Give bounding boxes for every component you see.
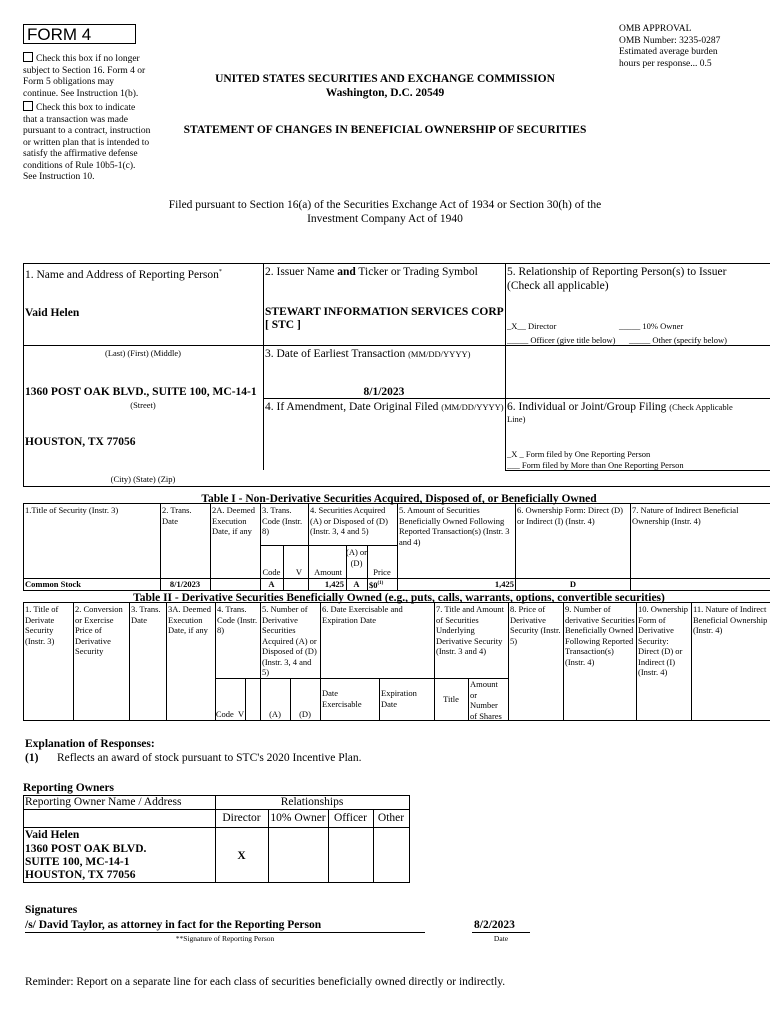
box3-label-fmt: (MM/DD/YYYY) (408, 349, 471, 359)
omb-burden: Estimated average burden (619, 47, 718, 57)
t1-header-acquired: 4. Securities Acquired (A) or Disposed of (D) (Instr. 3, 4 and 5) (310, 505, 388, 536)
box6-label (507, 401, 770, 415)
box1-label-text: 1. Name and Address of Reporting Person (25, 268, 219, 281)
box6-label-text: 6. Individual or Joint/Group Filing (507, 401, 667, 413)
t2-header-underlying: 7. Title and Amount of Securities Underlying Derivative Security (Instr. 3 and 4) (436, 604, 505, 656)
relationship-other[interactable]: _____ Other (specify below) (629, 335, 727, 345)
omb-number: OMB Number: 3235-0287 (619, 35, 721, 46)
issuer-ticker: [ STC ] (265, 319, 301, 331)
owners-col-other: Other (377, 812, 405, 824)
relationship-10pct-owner[interactable]: _____ 10% Owner (619, 321, 684, 331)
t2-sub-d: (D) (299, 709, 311, 719)
t1-row-price-value: $0 (369, 579, 378, 590)
owners-col-officer: Officer (334, 812, 367, 824)
owners-col-name: Reporting Owner Name / Address (25, 796, 182, 808)
box3-label (265, 348, 470, 362)
omb-approval: OMB APPROVAL (619, 24, 692, 34)
t2-sub-a: (A) (269, 709, 281, 719)
reporting-person-street: 1360 POST OAK BLVD., SUITE 100, MC-14-1 (25, 386, 257, 398)
t1-row-footnote[interactable]: (1) (377, 581, 384, 586)
earliest-transaction-date: 8/1/2023 (363, 386, 405, 398)
t2-sub-v: V (238, 709, 245, 719)
t2-header-title: 1. Title of Derivate Security (Instr. 3) (25, 604, 59, 646)
statement-title: STATEMENT OF CHANGES IN BENEFICIAL OWNERSHIP OF SECURITIES (183, 124, 587, 136)
t1-row-date: 8/1/2023 (169, 579, 201, 589)
t1-row-amount: 1,425 (324, 579, 344, 589)
filed-pursuant-line2: Investment Company Act of 1940 (307, 213, 463, 225)
t2-header-conversion: 2. Conversion or Exercise Price of Derivative Security (75, 604, 123, 656)
reminder-text: Reminder: Report on a separate line for each class of securities beneficially owned directly or indirectly. (25, 976, 506, 988)
box4-label (265, 401, 504, 415)
checkbox-icon[interactable] (23, 52, 33, 62)
signature-date-caption: Date (493, 934, 509, 943)
t1-row-owned: 1,425 (494, 579, 514, 589)
t1-header-deemed: 2A. Deemed Execution Date, if any (212, 505, 255, 536)
t2-header-nature: 11. Nature of Indirect Beneficial Ownership (Instr. 4) (693, 604, 768, 635)
t1-row-price (369, 579, 397, 590)
reporting-person-city: HOUSTON, TX 77056 (25, 436, 136, 448)
t1-sub-aord: (A) or (D) (346, 547, 368, 568)
t1-header-code: 3. Trans. Code (Instr. 8) (262, 505, 303, 536)
filing-one-person[interactable]: _X _ Form filed by One Reporting Person (507, 449, 651, 459)
form-title: FORM 4 (23, 24, 136, 44)
agency-name: UNITED STATES SECURITIES AND EXCHANGE COMMISSION (215, 73, 555, 85)
table2-title: Table II - Derivative Securities Beneficially Owned (e.g., puts, calls, warrants, options, convertible securities) (133, 592, 665, 604)
name-caption: (Last) (First) (Middle) (104, 348, 181, 358)
reporting-person-name: Vaid Helen (25, 307, 80, 319)
t1-sub-code: Code (262, 567, 281, 577)
filed-pursuant-line1: Filed pursuant to Section 16(a) of the Securities Exchange Act of 1934 or Section 30(h) of the (168, 199, 602, 211)
t2-header-date: 3. Trans. Date (131, 604, 161, 625)
t1-header-amount-owned: 5. Amount of Securities Beneficially Owned Following Reported Transaction(s) (Instr. 3 and 4) (399, 505, 510, 547)
box2-label-and: and (337, 266, 356, 278)
box5-label (507, 266, 770, 293)
checkbox-section16[interactable] (23, 52, 151, 100)
box2-label-pre: 2. Issuer Name (265, 266, 338, 278)
omb-hours: hours per response... 0.5 (619, 58, 712, 69)
t1-row-aord: A (353, 579, 360, 589)
signature-caption: **Signature of Reporting Person (175, 934, 275, 943)
filing-multiple-persons[interactable]: ___ Form filed by More than One Reporting Person (507, 460, 684, 470)
t2-header-exercisable: 6. Date Exercisable and Expiration Date (322, 604, 403, 625)
t2-header-number: 5. Number of Derivative Securities Acquired (A) or Disposed of (D) (Instr. 3, 4 and 5) (262, 604, 317, 677)
box6-label-note2: Line) (507, 414, 526, 424)
t1-sub-price: Price (373, 567, 391, 577)
t1-header-ownership-form: 6. Ownership Form: Direct (D) or Indirect (I) (Instr. 4) (517, 505, 623, 526)
t2-header-deemed: 3A. Deemed Execution Date, if any (168, 604, 211, 635)
t1-header-nature: 7. Nature of Indirect Beneficial Ownership (Instr. 4) (632, 505, 739, 526)
footnote-number: (1) (25, 752, 39, 764)
box2-label-post: Ticker or Trading Symbol (355, 266, 478, 278)
signatures-heading: Signatures (25, 904, 78, 916)
box2-label (265, 266, 478, 280)
t1-row-title: Common Stock (25, 579, 81, 589)
t2-header-code: 4. Trans. Code (Instr. 8) (217, 604, 258, 635)
owners-col-10pct: 10% Owner (270, 812, 326, 824)
table1-title: Table I - Non-Derivative Securities Acquired, Disposed of, or Beneficially Owned (201, 493, 597, 505)
box5-label-note: (Check all applicable) (507, 279, 609, 292)
t1-header-title: 1.Title of Security (Instr. 3) (25, 505, 119, 515)
relationship-director[interactable]: _X__ Director (507, 321, 557, 331)
owner-address-line3: HOUSTON, TX 77056 (25, 869, 136, 881)
t2-sub-title: Title (443, 694, 459, 704)
checkbox-section16-label: Check this box if no longer subject to Section 16. Form 4 or Form 5 obligations may continue. See Instruction 1(b). (23, 54, 146, 99)
box3-label-text: 3. Date of Earliest Transaction (265, 348, 406, 360)
reporting-owners-heading: Reporting Owners (23, 782, 115, 794)
t2-header-number-owned: 9. Number of derivative Securities Beneficially Owned Following Reported Transaction(s) (Instr. 4) (565, 604, 635, 667)
owners-col-director: Director (222, 812, 261, 824)
relationship-officer[interactable]: _____ Officer (give title below) (507, 335, 616, 345)
owner-name: Vaid Helen (25, 829, 80, 841)
t1-sub-v: V (295, 567, 303, 577)
t2-sub-date-exercisable: Date Exercisable (322, 688, 362, 709)
owner-address-line2: SUITE 100, MC-14-1 (25, 856, 130, 868)
checkbox-10b5-1[interactable] (23, 101, 151, 184)
city-caption: (City) (State) (Zip) (110, 474, 176, 484)
signer-name: /s/ David Taylor, as attorney in fact for the Reporting Person (25, 919, 322, 931)
t2-sub-amount: Amount or Number of Shares (470, 679, 502, 721)
issuer-name: STEWART INFORMATION SERVICES CORP (265, 306, 504, 318)
box5-label-text: 5. Relationship of Reporting Person(s) to Issuer (507, 266, 727, 278)
box4-label-text: 4. If Amendment, Date Original Filed (265, 401, 439, 413)
t2-sub-expiration: Expiration Date (381, 688, 417, 709)
agency-city: Washington, D.C. 20549 (325, 87, 445, 99)
box6-label-note: (Check Applicable (669, 402, 733, 412)
box1-asterisk: * (218, 269, 222, 275)
box4-label-fmt: (MM/DD/YYYY) (441, 402, 504, 412)
t2-sub-code-text: Code (215, 709, 234, 719)
box1-label (25, 266, 222, 282)
owner-director-mark: X (237, 850, 246, 862)
t1-sub-amount: Amount (314, 567, 342, 577)
footnote-text: Reflects an award of stock pursuant to STC's 2020 Incentive Plan. (57, 752, 362, 764)
t1-row-form: D (569, 579, 577, 589)
t1-header-date: 2. Trans. Date (162, 505, 192, 526)
checkbox-icon[interactable] (23, 101, 33, 111)
t2-header-price: 8. Price of Derivative Security (Instr. 5) (510, 604, 561, 646)
owners-col-relationships: Relationships (280, 796, 344, 808)
owner-address-line1: 1360 POST OAK BLVD. (25, 843, 147, 855)
street-caption: (Street) (130, 400, 156, 410)
omb-approval-box (619, 24, 764, 70)
t1-row-code: A (268, 579, 275, 589)
checkbox-10b5-1-label: Check this box to indicate that a transaction was made pursuant to a contract, instruction or written plan that is intended to satisfy the affirmative defense conditions of Rule 10b5-1(c). See Instruction 10. (23, 103, 151, 182)
t2-sub-code (215, 709, 245, 720)
explanation-heading: Explanation of Responses: (25, 738, 155, 750)
signature-date: 8/2/2023 (474, 919, 515, 931)
t2-header-ownership: 10. Ownership Form of Derivative Security: Direct (D) or Indirect (I) (Instr. 4) (638, 604, 689, 677)
